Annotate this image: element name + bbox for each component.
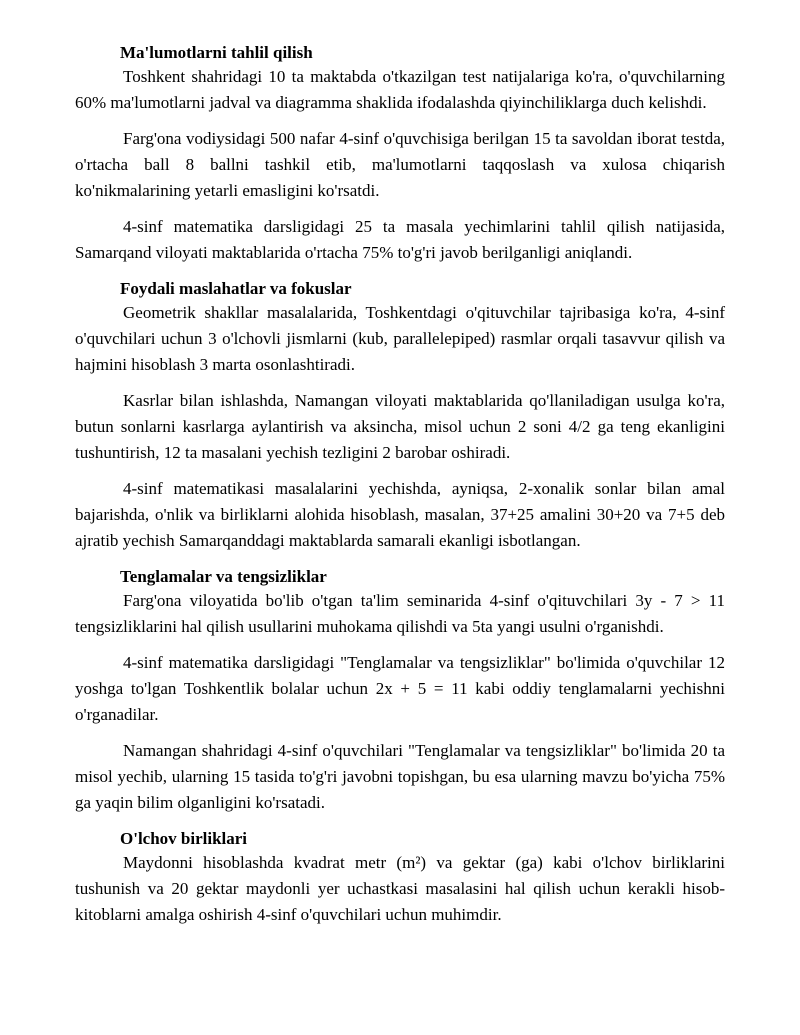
paragraph: Maydonni hisoblashda kvadrat metr (m²) va gektar (ga) kabi o'lchov birliklarini tushunish va 20 gektar maydonli yer uchastkasi masalasini hal qilish uchun kerakli hisob-kitoblarni amalga oshirish 4-sinf o'quvchilari uchun muhimdir. [75, 853, 725, 924]
section-heading-units: O'lchov birliklari [120, 829, 248, 848]
paragraph: Toshkent shahridagi 10 ta maktabda o'tkazilgan test natijalariga ko'ra, o'quvchilarning 60% ma'lumotlarni jadval va diagramma shaklida ifodalashda qiyinchiliklarga duch kelishdi. [75, 67, 725, 112]
paragraph: Namangan shahridagi 4-sinf o'quvchilari "Tenglamalar va tengsizliklar" bo'limida 20 ta misol yechib, ularning 15 tasida to'g'ri javobni topishgan, bu esa ularning mavzu bo'yicha 75% ga yaqin bilim olganligini ko'rsatadi. [75, 741, 725, 812]
paragraph: Farg'ona viloyatida bo'lib o'tgan ta'lim seminarida 4-sinf o'qituvchilari 3y - 7 > 11 tengsizliklarini hal qilish usullarini muhokama qilishdi va 5ta yangi usulni o'rganishdi. [75, 591, 725, 636]
section-heading-equations: Tenglamalar va tengsizliklar [120, 567, 327, 586]
paragraph: 4-sinf matematika darsligidagi 25 ta masala yechimlarini tahlil qilish natijasida, Samarqand viloyati maktablarida o'rtacha 75% to'g'ri javob berilganligi aniqlandi. [75, 217, 725, 262]
paragraph: 4-sinf matematikasi masalalarini yechishda, ayniqsa, 2-xonalik sonlar bilan amal bajarishda, o'nlik va birliklarni alohida hisoblash, masalan, 37+25 amalini 30+20 va 7+5 deb ajratib yechish Samarqanddagi maktablarda samarali ekanligi isbotlangan. [75, 479, 725, 550]
document-page [75, 42, 725, 928]
paragraph: Farg'ona vodiysidagi 500 nafar 4-sinf o'quvchisiga berilgan 15 ta savoldan iborat testda, o'rtacha ball 8 ballni tashkil etib, ma'lumotlarni taqqoslash va xulosa chiqarish ko'nikmalarining yetarli emasligini ko'rsatdi. [75, 129, 725, 200]
paragraph: Geometrik shakllar masalalarida, Toshkentdagi o'qituvchilar tajribasiga ko'ra, 4-sinf o'quvchilari uchun 3 o'lchovli jismlarni (kub, parallelepiped) rasmlar orqali tasavvur qilish va hajmini hisoblash 3 marta osonlashtiradi. [75, 303, 725, 374]
section-heading-useful-tips: Foydali maslahatlar va fokuslar [120, 279, 352, 298]
section-heading-data-analysis: Ma'lumotlarni tahlil qilish [120, 43, 313, 62]
paragraph: 4-sinf matematika darsligidagi "Tenglamalar va tengsizliklar" bo'limida o'quvchilar 12 yoshga to'lgan Toshkentlik bolalar uchun 2x + 5 = 11 kabi oddiy tenglamalarni yechishni o'rganadilar. [75, 653, 725, 724]
paragraph: Kasrlar bilan ishlashda, Namangan viloyati maktablarida qo'llaniladigan usulga ko'ra, butun sonlarni kasrlarga aylantirish va aksincha, misol uchun 2 soni 4/2 ga teng ekanligini tushuntirish, 12 ta masalani yechish tezligini 2 barobar oshiradi. [75, 391, 725, 462]
